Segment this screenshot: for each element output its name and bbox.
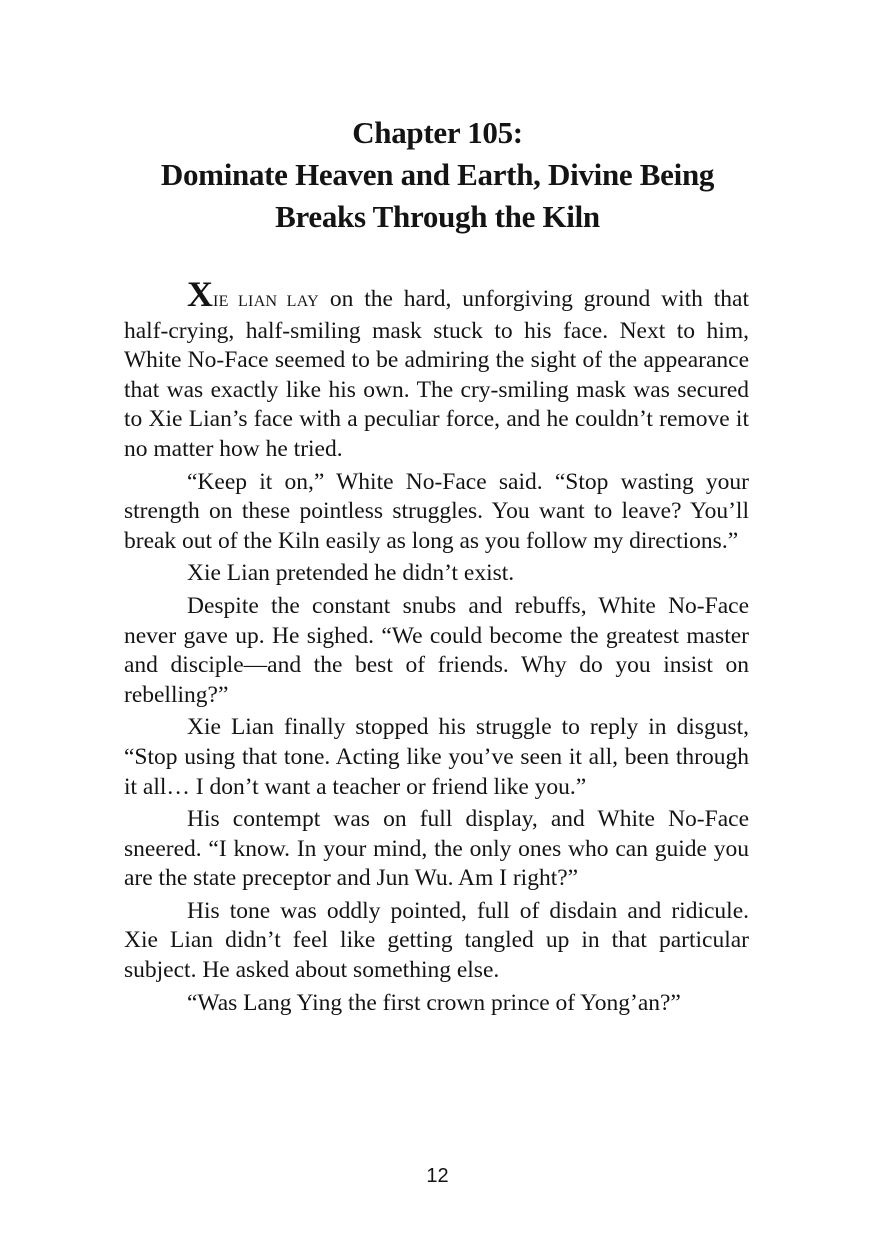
opening-text: on the hard, unforgiving ground with that half-crying, half-smiling mask stuck to his face. Next to him, White No-Face seemed to be admiring the sight of the appearance that was exactly like his own. The cry-smiling mask was secured to Xie Lian’s face with a peculiar force, and he couldn’t remove it no matter how he tried. xyxy=(124,286,749,462)
paragraph: Xie Lian finally stopped his struggle to reply in disgust, “Stop using that tone. Acting like you’ve seen it all, been through it all… I don’t want a teacher or friend like you.” xyxy=(124,714,749,800)
paragraph: His contempt was on full display, and White No-Face sneered. “I know. In your mind, the only ones who can guide you are the state preceptor and Jun Wu. Am I right?” xyxy=(124,806,749,892)
paragraph: Despite the constant snubs and rebuffs, White No-Face never gave up. He sighed. “We could become the greatest master and disciple—and the best of friends. Why do you insist on rebelling?” xyxy=(124,592,749,708)
chapter-heading xyxy=(120,112,755,238)
opening-small-caps: IE LIAN LAY xyxy=(213,293,319,310)
paragraph: “Keep it on,” White No-Face said. “Stop wasting your strength on these pointless struggles. You want to leave? You’ll break out of the Kiln easily as long as you follow my directions.” xyxy=(124,468,749,554)
paragraph: Xie Lian pretended he didn’t exist. xyxy=(187,560,515,587)
paragraph: His tone was oddly pointed, full of disdain and ridicule. Xie Lian didn’t feel like getting tangled up in that particular subject. He asked about something else. xyxy=(124,897,749,984)
opening-paragraph xyxy=(124,274,749,465)
drop-cap: X xyxy=(187,274,213,314)
page-number: 12 xyxy=(426,1165,449,1187)
chapter-body xyxy=(124,274,749,1021)
chapter-number: Chapter 105: xyxy=(352,115,523,150)
chapter-title-line-1: Dominate Heaven and Earth, Divine Being xyxy=(160,157,715,192)
paragraph: “Was Lang Ying the first crown prince of Yong’an?” xyxy=(187,989,681,1016)
chapter-title-line-2: Breaks Through the Kiln xyxy=(275,199,600,234)
